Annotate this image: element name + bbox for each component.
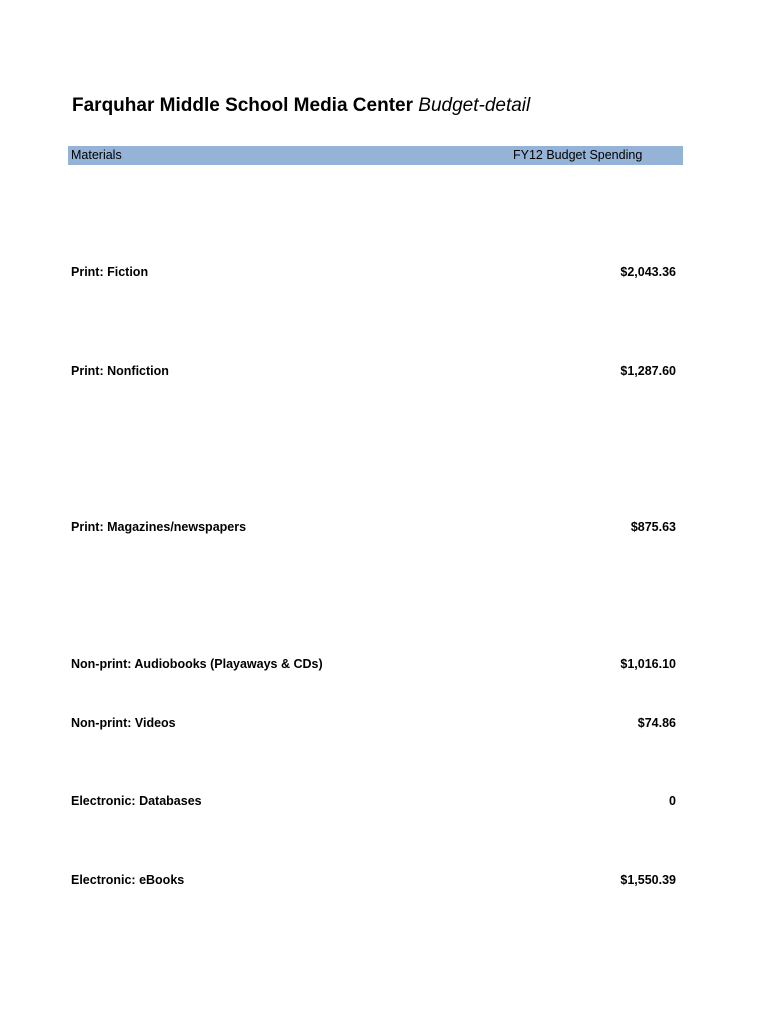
row-label: Non-print: Videos bbox=[71, 716, 176, 730]
row-label: Electronic: Databases bbox=[71, 794, 202, 808]
table-row bbox=[70, 792, 676, 810]
row-label: Non-print: Audiobooks (Playaways & CDs) bbox=[71, 657, 323, 671]
table-header bbox=[68, 146, 683, 165]
row-label: Print: Magazines/newspapers bbox=[71, 520, 247, 534]
table-row bbox=[70, 518, 676, 536]
row-value: $875.63 bbox=[630, 520, 676, 534]
row-label: Print: Nonfiction bbox=[71, 364, 169, 378]
table-row bbox=[70, 263, 676, 281]
table-row bbox=[70, 714, 676, 732]
header-spending: FY12 Budget Spending bbox=[513, 148, 643, 162]
header-materials: Materials bbox=[71, 148, 122, 162]
row-value: $2,043.36 bbox=[620, 265, 676, 279]
table-row bbox=[70, 871, 676, 889]
row-value: 0 bbox=[669, 794, 676, 808]
title-main: Farquhar Middle School Media Center bbox=[72, 95, 413, 116]
row-label: Print: Fiction bbox=[71, 265, 149, 279]
row-value: $1,287.60 bbox=[620, 364, 676, 378]
row-label: Electronic: eBooks bbox=[71, 873, 185, 887]
row-value: $1,550.39 bbox=[620, 873, 676, 887]
title-suffix: Budget-detail bbox=[418, 95, 531, 116]
table-row bbox=[70, 655, 676, 673]
table-row bbox=[70, 362, 676, 380]
row-value: $1,016.10 bbox=[620, 657, 676, 671]
page-title bbox=[72, 92, 532, 120]
row-value: $74.86 bbox=[637, 716, 676, 730]
